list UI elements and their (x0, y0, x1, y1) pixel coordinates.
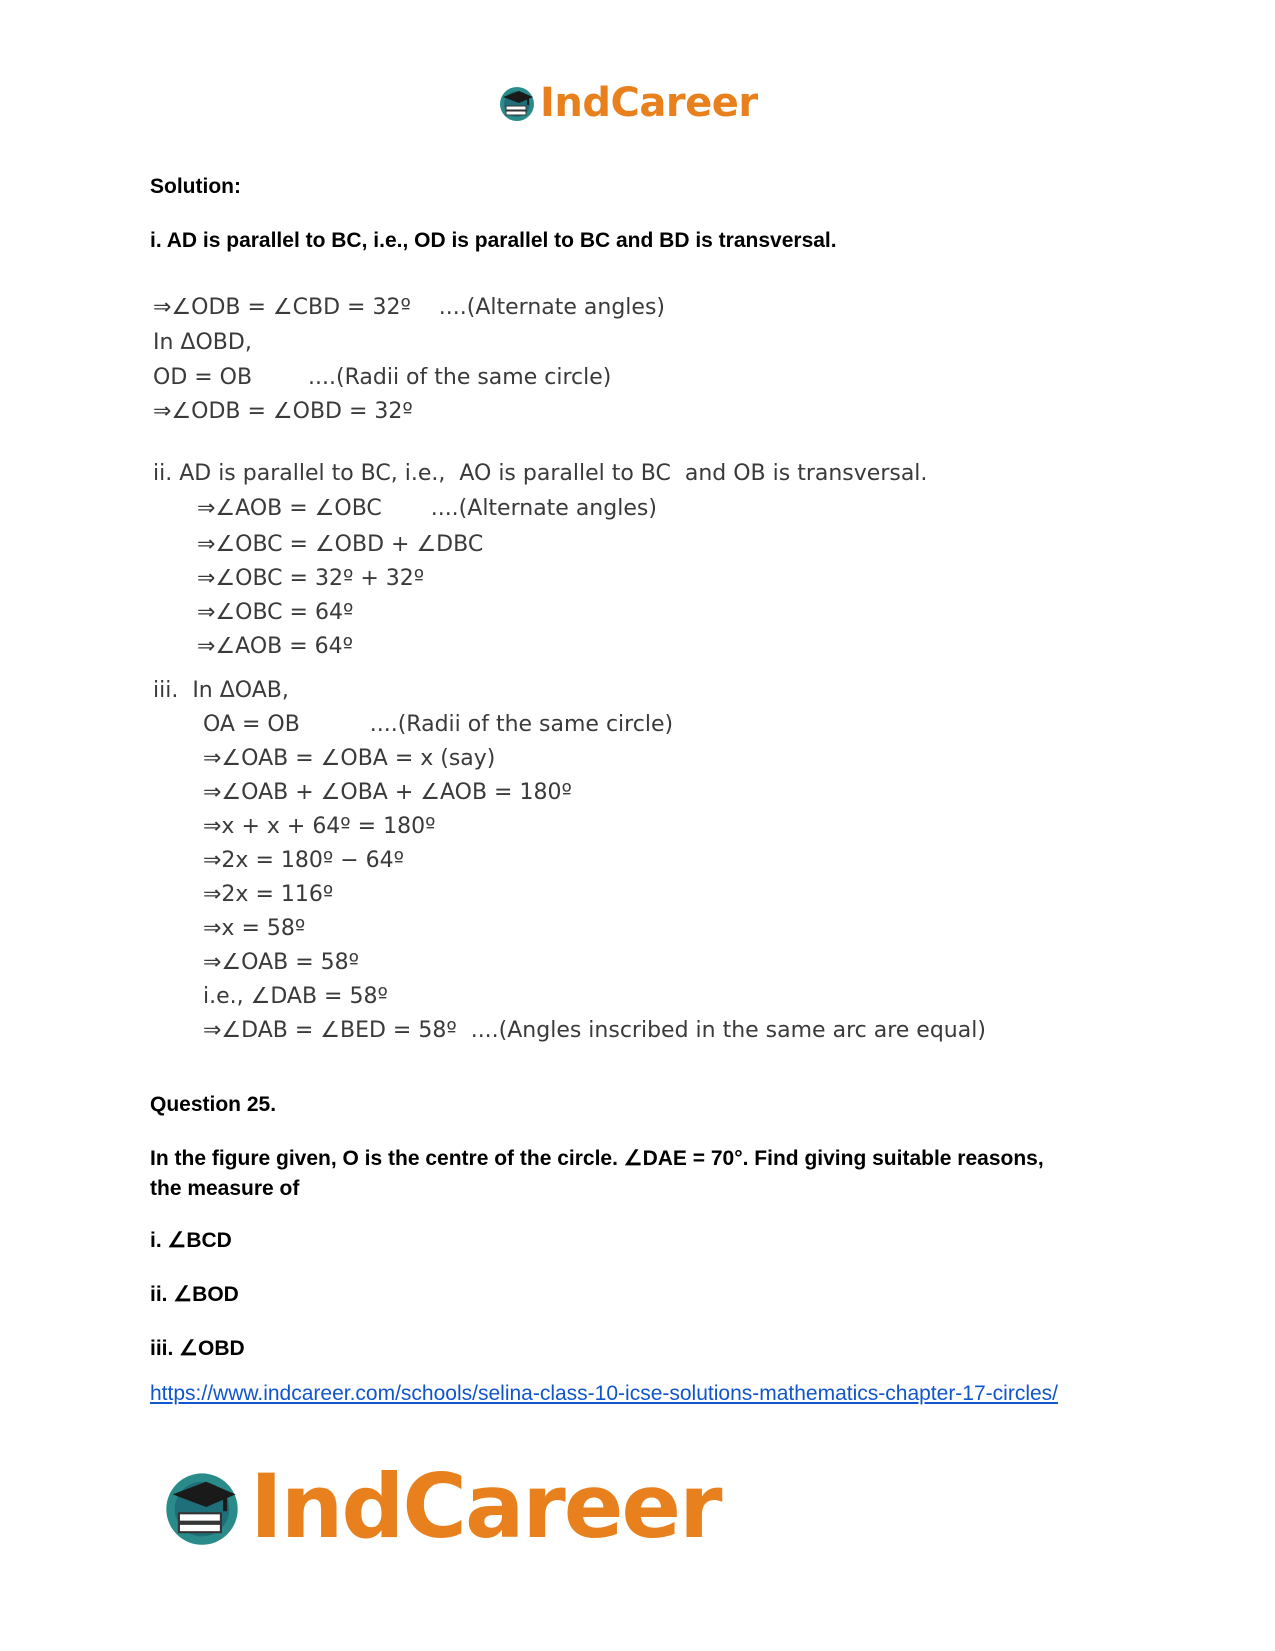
question-part: i. ∠BCD (150, 1229, 232, 1252)
part-iii-step: ⇒x = 58º (203, 916, 306, 941)
question-text: In the figure given, O is the centre of the circle. ∠DAE = 70°. Find giving suitable reasons, the measure of (150, 1147, 1044, 1200)
source-link[interactable]: https://www.indcareer.com/schools/selina-class-10-icse-solutions-mathematics-chapter-17-circles/ (150, 1382, 1058, 1405)
part-ii-step: ⇒∠OBC = 64º (197, 600, 354, 625)
part-i-step: In ΔOBD, (153, 330, 252, 355)
brand-logo-bottom (160, 1455, 721, 1558)
part-iii-step: ⇒∠OAB + ∠OBA + ∠AOB = 180º (203, 780, 572, 805)
brand-name: IndCareer (540, 80, 758, 126)
part-iii-step: ⇒∠OAB = 58º (203, 950, 360, 975)
part-i-step: ⇒∠ODB = ∠OBD = 32º (153, 399, 413, 424)
solution-heading: Solution: (150, 175, 241, 198)
part-iii-step: ⇒∠DAB = ∠BED = 58º ....(Angles inscribed in the same arc are equal) (203, 1018, 986, 1043)
brand-name: IndCareer (250, 1455, 721, 1558)
question-part: ii. ∠BOD (150, 1283, 239, 1306)
part-ii-step: ⇒∠AOB = ∠OBC ....(Alternate angles) (197, 496, 657, 521)
part-i-statement: i. AD is parallel to BC, i.e., OD is parallel to BC and BD is transversal. (150, 229, 837, 252)
graduation-book-globe-icon (497, 83, 537, 123)
part-ii-statement: ii. AD is parallel to BC, i.e., AO is parallel to BC and OB is transversal. (153, 461, 928, 486)
question-heading: Question 25. (150, 1093, 277, 1116)
part-i-step: ⇒∠ODB = ∠CBD = 32º ....(Alternate angles) (153, 295, 665, 320)
part-iii-statement: iii. In ΔOAB, (153, 678, 289, 703)
part-iii-step: ⇒2x = 180º − 64º (203, 848, 405, 873)
part-iii-step: OA = OB ....(Radii of the same circle) (203, 712, 674, 737)
question-part: iii. ∠OBD (150, 1337, 245, 1360)
part-iii-step: ⇒∠OAB = ∠OBA = x (say) (203, 746, 496, 771)
brand-logo-top (497, 80, 758, 126)
part-iii-step: i.e., ∠DAB = 58º (203, 984, 388, 1009)
part-ii-step: ⇒∠OBC = 32º + 32º (197, 566, 425, 591)
part-iii-step: ⇒2x = 116º (203, 882, 334, 907)
part-iii-step: ⇒x + x + 64º = 180º (203, 814, 436, 839)
part-ii-step: ⇒∠OBC = ∠OBD + ∠DBC (197, 532, 484, 557)
part-ii-step: ⇒∠AOB = 64º (197, 634, 354, 659)
part-i-step: OD = OB ....(Radii of the same circle) (153, 365, 612, 390)
graduation-book-globe-icon (160, 1465, 244, 1549)
